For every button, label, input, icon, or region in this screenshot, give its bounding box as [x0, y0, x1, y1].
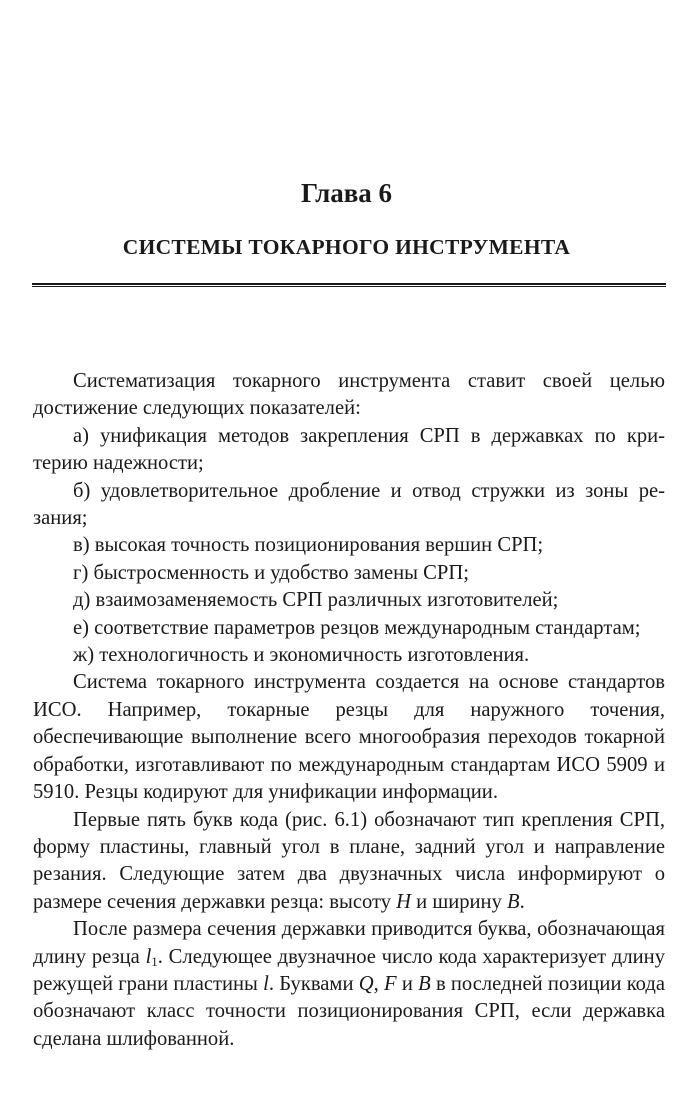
list-item-v: в) высокая точность позиционирования вершин СРП; — [73, 534, 544, 557]
list-item-g: г) быстросменность и удобство замены СРП; — [73, 561, 469, 584]
var-l: l — [263, 972, 269, 995]
paragraph-code-length: После размера сечения державки приводится буква, обозначающая длину резца $l_1$. Следующее двузначное число кода характеризует длину режущей грани пластины l. Буквами Q, F и B в последней позиции кода обозначают класс точности позиционирования СРП, если державка сделана шлифованной. — [33, 918, 665, 1050]
list-item-zh: ж) технологичность и экономичность изготовления. — [73, 644, 530, 667]
list-item-b: б) удовлетворительное дробление и отвод стружки из зоны резания; — [33, 479, 665, 530]
var-f: F — [384, 972, 397, 995]
var-q: Q — [358, 972, 374, 995]
subscript-1: 1 — [151, 953, 158, 969]
body-text — [33, 368, 665, 1053]
paragraph-code-letters: Первые пять букв кода (рис. 6.1) обозначают тип крепления СРП, форму пластины, главный угол в плане, задний угол и направление резания. Следующие затем два двузначных числа информируют о размере сечения державки резца: высоту H и ширину B. — [33, 808, 665, 913]
chapter-label: Глава 6 — [300, 178, 393, 208]
paragraph-intro: Систематизация токарного инструмента ставит своей целью достижение следующих показателей: — [33, 370, 665, 420]
list-item-e: е) соответствие параметров резцов международным стандартам; — [73, 616, 641, 639]
var-l1: l — [145, 945, 152, 968]
list-item-a: а) унификация методов закрепления СРП в державках по критерию надежности; — [33, 424, 665, 475]
var-b2: B — [418, 972, 431, 995]
var-b: B — [507, 890, 520, 913]
chapter-title: СИСТЕМЫ ТОКАРНОГО ИНСТРУМЕНТА — [122, 235, 571, 259]
var-h: H — [396, 890, 412, 913]
title-divider — [32, 283, 666, 287]
paragraph-iso-system: Система токарного инструмента создается на основе стандартов ИСО. Например, токарные резцы для наружного точения, обеспечивающие выполнение всего многообразия переходов токарной обработки, изготавливают по международным стандартам ИСО 5909 и 5910. Резцы кодируют для унификации информации. — [33, 671, 665, 804]
list-item-d: д) взаимозаменяемость СРП различных изготовителей; — [73, 589, 559, 612]
